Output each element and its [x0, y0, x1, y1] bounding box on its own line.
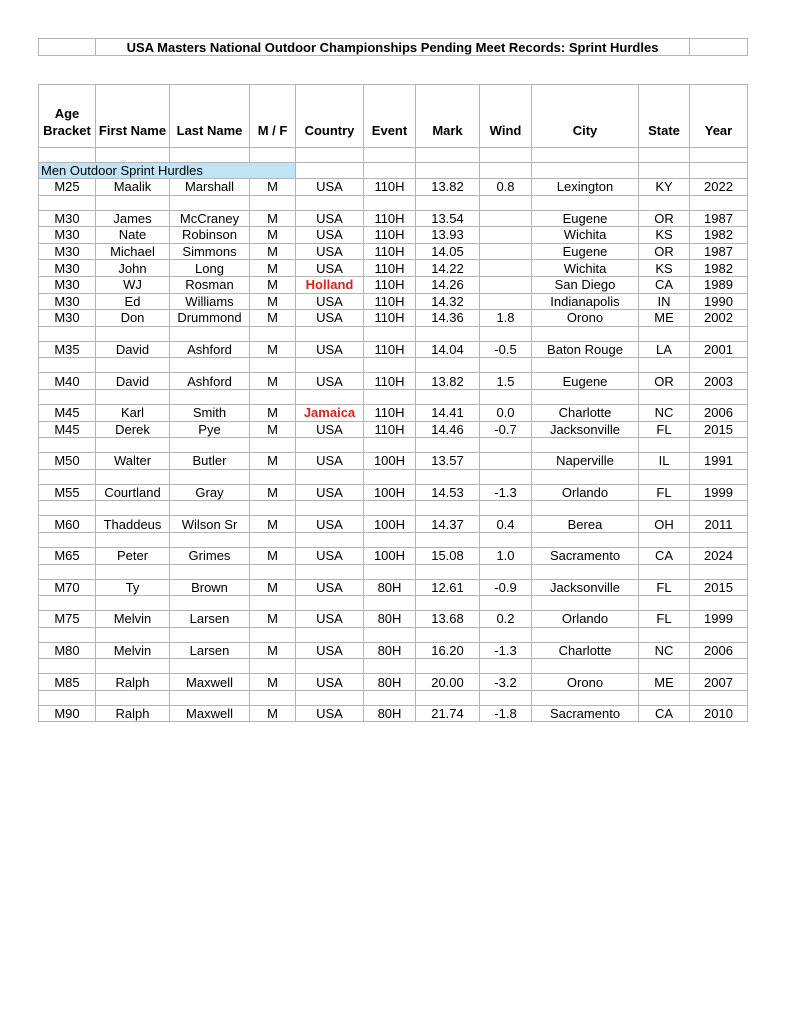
spacer-row: [39, 469, 748, 484]
cell-wind: [480, 453, 532, 470]
cell-state: FL: [639, 484, 690, 501]
cell-mark: 13.68: [416, 611, 480, 628]
cell-wind: -0.7: [480, 421, 532, 438]
cell-mark: 13.54: [416, 210, 480, 227]
header-age-line2: Bracket: [43, 123, 91, 138]
cell-year: 1991: [690, 453, 748, 470]
header-mark: Mark: [416, 85, 480, 148]
cell-year: 1982: [690, 227, 748, 244]
cell-wind: 0.0: [480, 404, 532, 421]
cell-city: Berea: [532, 516, 639, 533]
cell-mf: M: [250, 642, 296, 659]
cell-first: David: [96, 373, 170, 390]
cell-first: Ralph: [96, 674, 170, 691]
spacer-row: [39, 690, 748, 705]
table-row: [39, 674, 748, 691]
cell-city: Jacksonville: [532, 579, 639, 596]
cell-state: IL: [639, 453, 690, 470]
cell-last: Brown: [170, 579, 250, 596]
cell-state: LA: [639, 341, 690, 358]
cell-event: 110H: [364, 260, 416, 277]
cell-year: 2006: [690, 404, 748, 421]
cell-mark: 20.00: [416, 674, 480, 691]
cell-mf: M: [250, 579, 296, 596]
cell-city: Eugene: [532, 243, 639, 260]
cell-mf: M: [250, 243, 296, 260]
title-left-cell: [39, 39, 96, 56]
cell-year: 2024: [690, 547, 748, 564]
table-row: [39, 453, 748, 470]
cell-year: 2015: [690, 421, 748, 438]
cell-state: KY: [639, 179, 690, 196]
cell-wind: 0.4: [480, 516, 532, 533]
cell-last: Wilson Sr: [170, 516, 250, 533]
cell-state: OR: [639, 243, 690, 260]
cell-mark: 14.41: [416, 404, 480, 421]
cell-age: M30: [39, 243, 96, 260]
cell-mf: M: [250, 674, 296, 691]
cell-wind: [480, 210, 532, 227]
cell-first: Melvin: [96, 642, 170, 659]
cell-wind: [480, 243, 532, 260]
cell-country: USA: [296, 642, 364, 659]
cell-city: Orlando: [532, 484, 639, 501]
cell-first: Ty: [96, 579, 170, 596]
cell-last: Grimes: [170, 547, 250, 564]
cell-city: Naperville: [532, 453, 639, 470]
cell-first: Melvin: [96, 611, 170, 628]
cell-city: Lexington: [532, 179, 639, 196]
cell-year: 1982: [690, 260, 748, 277]
cell-first: Thaddeus: [96, 516, 170, 533]
cell-mark: 14.04: [416, 341, 480, 358]
cell-event: 110H: [364, 373, 416, 390]
spacer-row: [39, 389, 748, 404]
cell-mark: 14.37: [416, 516, 480, 533]
cell-year: 2006: [690, 642, 748, 659]
cell-age: M30: [39, 293, 96, 310]
cell-age: M45: [39, 404, 96, 421]
cell-event: 80H: [364, 674, 416, 691]
cell-state: ME: [639, 310, 690, 327]
cell-last: Ashford: [170, 341, 250, 358]
cell-country: USA: [296, 674, 364, 691]
table-row: [39, 276, 748, 293]
cell-mf: M: [250, 547, 296, 564]
cell-age: M70: [39, 579, 96, 596]
cell-mark: 14.05: [416, 243, 480, 260]
cell-country: Holland: [296, 276, 364, 293]
cell-first: James: [96, 210, 170, 227]
records-table: [38, 84, 748, 722]
cell-mf: M: [250, 227, 296, 244]
cell-country: USA: [296, 243, 364, 260]
cell-event: 110H: [364, 210, 416, 227]
cell-mf: M: [250, 341, 296, 358]
cell-city: Orlando: [532, 611, 639, 628]
header-country: Country: [296, 85, 364, 148]
cell-first: David: [96, 341, 170, 358]
cell-city: Charlotte: [532, 404, 639, 421]
cell-mf: M: [250, 373, 296, 390]
cell-country: USA: [296, 705, 364, 722]
cell-country: USA: [296, 373, 364, 390]
cell-wind: 1.5: [480, 373, 532, 390]
cell-wind: [480, 276, 532, 293]
cell-event: 100H: [364, 516, 416, 533]
cell-state: OH: [639, 516, 690, 533]
cell-first: Don: [96, 310, 170, 327]
cell-wind: 0.8: [480, 179, 532, 196]
cell-country: USA: [296, 484, 364, 501]
cell-mark: 13.57: [416, 453, 480, 470]
cell-event: 80H: [364, 642, 416, 659]
cell-event: 110H: [364, 276, 416, 293]
cell-country: USA: [296, 421, 364, 438]
cell-event: 110H: [364, 243, 416, 260]
cell-event: 80H: [364, 579, 416, 596]
cell-first: Courtland: [96, 484, 170, 501]
cell-year: 1990: [690, 293, 748, 310]
cell-country: USA: [296, 453, 364, 470]
cell-wind: -1.3: [480, 642, 532, 659]
cell-last: Maxwell: [170, 674, 250, 691]
cell-wind: -0.5: [480, 341, 532, 358]
header-year: Year: [690, 85, 748, 148]
cell-country: Jamaica: [296, 404, 364, 421]
cell-event: 110H: [364, 310, 416, 327]
header-gender: M / F: [250, 85, 296, 148]
table-row: [39, 642, 748, 659]
cell-age: M75: [39, 611, 96, 628]
cell-year: 2003: [690, 373, 748, 390]
cell-mf: M: [250, 276, 296, 293]
cell-year: 2011: [690, 516, 748, 533]
cell-city: Eugene: [532, 210, 639, 227]
cell-wind: -1.8: [480, 705, 532, 722]
cell-mark: 15.08: [416, 547, 480, 564]
spacer-row: [39, 532, 748, 547]
cell-event: 80H: [364, 705, 416, 722]
cell-last: Smith: [170, 404, 250, 421]
spacer-row: [39, 195, 748, 210]
section-row: [39, 163, 748, 179]
table-row: [39, 516, 748, 533]
header-age-line1: Age: [54, 106, 80, 121]
cell-event: 110H: [364, 179, 416, 196]
cell-last: McCraney: [170, 210, 250, 227]
spacer-row: [39, 326, 748, 341]
cell-last: Pye: [170, 421, 250, 438]
cell-state: CA: [639, 547, 690, 564]
cell-mark: 14.22: [416, 260, 480, 277]
table-row: [39, 179, 748, 196]
cell-age: M45: [39, 421, 96, 438]
cell-last: Simmons: [170, 243, 250, 260]
cell-year: 1989: [690, 276, 748, 293]
table-row: [39, 210, 748, 227]
cell-mark: 14.32: [416, 293, 480, 310]
cell-mark: 13.93: [416, 227, 480, 244]
table-row: [39, 705, 748, 722]
cell-mf: M: [250, 260, 296, 277]
cell-mark: 16.20: [416, 642, 480, 659]
cell-event: 100H: [364, 484, 416, 501]
page-title: USA Masters National Outdoor Championships Pending Meet Records: Sprint Hurdles: [96, 39, 690, 56]
cell-wind: -1.3: [480, 484, 532, 501]
cell-year: 2007: [690, 674, 748, 691]
cell-event: 110H: [364, 341, 416, 358]
cell-year: 1987: [690, 243, 748, 260]
cell-year: 1999: [690, 611, 748, 628]
cell-year: 1999: [690, 484, 748, 501]
spacer-row: [39, 659, 748, 674]
cell-first: Ralph: [96, 705, 170, 722]
cell-mf: M: [250, 611, 296, 628]
cell-wind: 1.0: [480, 547, 532, 564]
cell-first: Nate: [96, 227, 170, 244]
cell-mark: 12.61: [416, 579, 480, 596]
header-city: City: [532, 85, 639, 148]
cell-mark: 13.82: [416, 373, 480, 390]
cell-last: Ashford: [170, 373, 250, 390]
cell-first: Peter: [96, 547, 170, 564]
cell-mf: M: [250, 404, 296, 421]
header-event: Event: [364, 85, 416, 148]
table-row: [39, 341, 748, 358]
cell-age: M55: [39, 484, 96, 501]
header-last-name: Last Name: [170, 85, 250, 148]
table-row: [39, 373, 748, 390]
header-wind: Wind: [480, 85, 532, 148]
cell-state: CA: [639, 705, 690, 722]
cell-wind: -0.9: [480, 579, 532, 596]
cell-last: Long: [170, 260, 250, 277]
cell-last: Williams: [170, 293, 250, 310]
cell-last: Rosman: [170, 276, 250, 293]
cell-mark: 21.74: [416, 705, 480, 722]
cell-first: Michael: [96, 243, 170, 260]
cell-city: Wichita: [532, 260, 639, 277]
cell-country: USA: [296, 179, 364, 196]
cell-country: USA: [296, 579, 364, 596]
cell-mf: M: [250, 421, 296, 438]
cell-mark: 14.26: [416, 276, 480, 293]
cell-age: M30: [39, 310, 96, 327]
cell-age: M50: [39, 453, 96, 470]
spacer-row: [39, 596, 748, 611]
table-row: [39, 310, 748, 327]
cell-city: Charlotte: [532, 642, 639, 659]
cell-country: USA: [296, 516, 364, 533]
cell-first: Karl: [96, 404, 170, 421]
cell-year: 2015: [690, 579, 748, 596]
cell-age: M90: [39, 705, 96, 722]
cell-mark: 13.82: [416, 179, 480, 196]
cell-state: OR: [639, 373, 690, 390]
cell-mark: 14.53: [416, 484, 480, 501]
cell-age: M30: [39, 210, 96, 227]
cell-year: 2002: [690, 310, 748, 327]
cell-state: NC: [639, 642, 690, 659]
cell-city: Sacramento: [532, 705, 639, 722]
table-row: [39, 611, 748, 628]
header-row: [39, 85, 748, 148]
cell-event: 110H: [364, 404, 416, 421]
cell-wind: [480, 293, 532, 310]
cell-mf: M: [250, 453, 296, 470]
cell-event: 110H: [364, 293, 416, 310]
cell-last: Butler: [170, 453, 250, 470]
cell-mf: M: [250, 179, 296, 196]
cell-year: 2010: [690, 705, 748, 722]
cell-mf: M: [250, 516, 296, 533]
cell-last: Marshall: [170, 179, 250, 196]
cell-state: FL: [639, 611, 690, 628]
table-row: [39, 227, 748, 244]
cell-city: San Diego: [532, 276, 639, 293]
cell-state: OR: [639, 210, 690, 227]
table-row: [39, 243, 748, 260]
cell-country: USA: [296, 260, 364, 277]
spacer-row: [39, 438, 748, 453]
cell-wind: -3.2: [480, 674, 532, 691]
spacer-row: [39, 564, 748, 579]
cell-country: USA: [296, 341, 364, 358]
cell-age: M65: [39, 547, 96, 564]
spacer-row: [39, 148, 748, 163]
table-row: [39, 484, 748, 501]
title-row: [38, 38, 748, 56]
cell-year: 2022: [690, 179, 748, 196]
cell-age: M30: [39, 260, 96, 277]
cell-state: CA: [639, 276, 690, 293]
cell-year: 1987: [690, 210, 748, 227]
header-state: State: [639, 85, 690, 148]
header-age-bracket: [39, 85, 96, 148]
cell-age: M85: [39, 674, 96, 691]
cell-city: Jacksonville: [532, 421, 639, 438]
table-row: [39, 547, 748, 564]
cell-wind: 0.2: [480, 611, 532, 628]
cell-wind: [480, 227, 532, 244]
cell-city: Sacramento: [532, 547, 639, 564]
cell-country: USA: [296, 310, 364, 327]
cell-city: Wichita: [532, 227, 639, 244]
cell-event: 80H: [364, 611, 416, 628]
cell-age: M60: [39, 516, 96, 533]
cell-age: M40: [39, 373, 96, 390]
cell-first: Ed: [96, 293, 170, 310]
cell-last: Maxwell: [170, 705, 250, 722]
cell-wind: 1.8: [480, 310, 532, 327]
cell-city: Eugene: [532, 373, 639, 390]
cell-age: M30: [39, 276, 96, 293]
title-right-cell: [690, 39, 748, 56]
cell-city: Orono: [532, 674, 639, 691]
cell-wind: [480, 260, 532, 277]
cell-year: 2001: [690, 341, 748, 358]
cell-first: Derek: [96, 421, 170, 438]
cell-state: KS: [639, 227, 690, 244]
cell-state: KS: [639, 260, 690, 277]
cell-last: Drummond: [170, 310, 250, 327]
cell-first: Maalik: [96, 179, 170, 196]
cell-state: ME: [639, 674, 690, 691]
spacer-row: [39, 627, 748, 642]
cell-country: USA: [296, 547, 364, 564]
cell-mf: M: [250, 705, 296, 722]
cell-state: FL: [639, 421, 690, 438]
cell-mark: 14.46: [416, 421, 480, 438]
table-row: [39, 421, 748, 438]
cell-mf: M: [250, 210, 296, 227]
table-row: [39, 404, 748, 421]
cell-last: Larsen: [170, 611, 250, 628]
cell-event: 110H: [364, 227, 416, 244]
table-row: [39, 260, 748, 277]
cell-city: Indianapolis: [532, 293, 639, 310]
cell-first: WJ: [96, 276, 170, 293]
cell-mark: 14.36: [416, 310, 480, 327]
table-row: [39, 579, 748, 596]
cell-city: Orono: [532, 310, 639, 327]
cell-event: 100H: [364, 547, 416, 564]
table-row: [39, 293, 748, 310]
cell-country: USA: [296, 227, 364, 244]
cell-age: M80: [39, 642, 96, 659]
cell-last: Robinson: [170, 227, 250, 244]
cell-city: Baton Rouge: [532, 341, 639, 358]
cell-event: 110H: [364, 421, 416, 438]
cell-age: M25: [39, 179, 96, 196]
cell-last: Gray: [170, 484, 250, 501]
spacer-row: [39, 358, 748, 373]
cell-mf: M: [250, 484, 296, 501]
section-label: Men Outdoor Sprint Hurdles: [39, 163, 296, 179]
spacer-row: [39, 501, 748, 516]
cell-state: FL: [639, 579, 690, 596]
cell-country: USA: [296, 611, 364, 628]
header-first-name: First Name: [96, 85, 170, 148]
cell-state: NC: [639, 404, 690, 421]
cell-last: Larsen: [170, 642, 250, 659]
cell-country: USA: [296, 210, 364, 227]
cell-event: 100H: [364, 453, 416, 470]
cell-state: IN: [639, 293, 690, 310]
cell-age: M30: [39, 227, 96, 244]
cell-first: John: [96, 260, 170, 277]
cell-age: M35: [39, 341, 96, 358]
cell-first: Walter: [96, 453, 170, 470]
cell-mf: M: [250, 310, 296, 327]
cell-mf: M: [250, 293, 296, 310]
cell-country: USA: [296, 293, 364, 310]
